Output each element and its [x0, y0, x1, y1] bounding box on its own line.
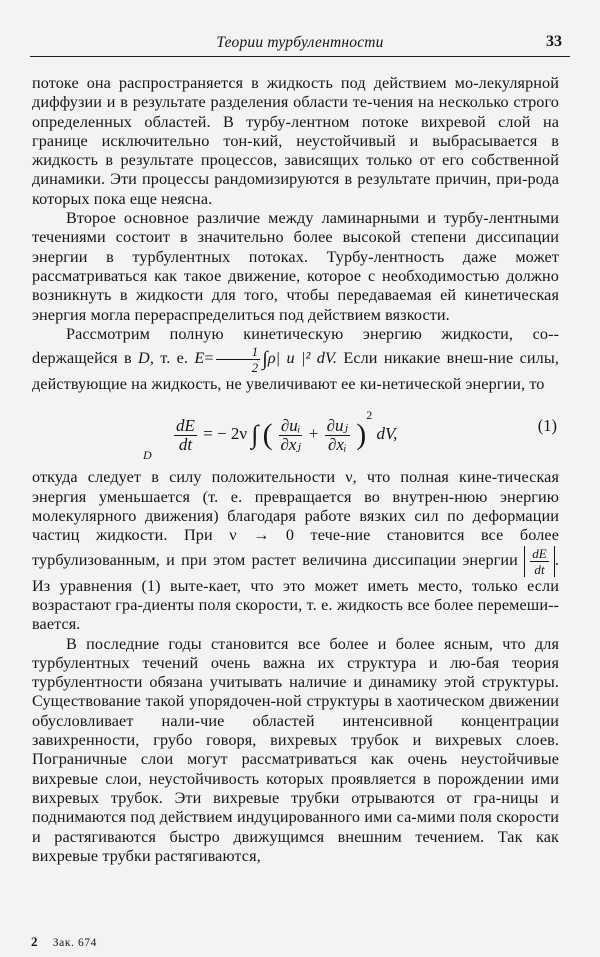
- equals-sign: =: [204, 349, 214, 368]
- term-1-numerator: ∂uᵢ: [280, 416, 301, 436]
- order-number: Зак. 674: [52, 937, 98, 949]
- abs-denominator: dt: [534, 561, 545, 577]
- lhs-fraction: [174, 417, 197, 454]
- term-1-fraction: [279, 417, 303, 454]
- term-2-numerator: ∂uⱼ: [326, 416, 348, 436]
- lhs-numerator: dE: [176, 416, 195, 436]
- equation-body: [172, 408, 397, 454]
- paragraph-4-text-b: . Из уравнения (1) выте-кает, что это может иметь место, только если возрастают гра-диенты поля скорости, т. е. жидкость все более перемеши-вается.: [32, 550, 559, 634]
- paragraph-5: В последние годы становится все более и более ясным, что для турбулентных течений очень важна их структура и лю-бая теория турбулентности обязана учитывать наличие и динамику этой структуры. Существование такой упорядочен-ной структуры в хаотическом движении обусловливает нали-чие областей интенсивной концентрации завихренности, грубо говоря, вихревых трубок и вихревых слоев. Пограничные слои могут рассматриваться как очень неустойчивые вихревые слои, неустойчивость которых проявляется в порождении ими вихревых трубок. Эти вихревые трубки отрываются от гра-ницы и поднимаются под действием индуцированного ими са-мими поля скорости и растягиваются быстро движущимся внешним течением. Так как вихревые трубки растягиваются,: [32, 634, 559, 865]
- lhs-denominator: dt: [178, 435, 193, 455]
- paragraph-3-text-c: Если никакие внеш-ние силы, действующие на жидкость, не увеличивают ее ки-нетической энергии, то: [32, 349, 559, 394]
- volume-element: dV,: [376, 424, 398, 444]
- paragraph-1: потоке она распространяется в жидкость под действием мо-лекулярной диффузии и в результате разделения области те-чения на несколько строго определенных областей. В турбу-лентном потоке вихревой слой на границе исключительно тон-кий, неустойчивый и выбрасывается в жидкость в результате процессов, зависящих только от его собственной динамики. Эти процессы рандомизируются в результате причин, при-рода которых пока еще неясна.: [32, 74, 559, 208]
- half-numerator: 1: [216, 344, 261, 360]
- power-2: 2: [366, 408, 373, 423]
- abs-fraction: [530, 546, 549, 577]
- paragraph-2: Второе основное различие между ламинарными и турбу-лентными течениями состоит в значительно более высокой степени диссипации энергии в турбулентных потоках. Турбу-лентность даже может рассматриваться как такое движение, которое с необходимостью должно возникнуть в жидкости для того, чтобы передаваемая ей кинетическая энергия могла перераспределиться под действием вязкости.: [32, 209, 559, 324]
- symbol-E: E: [194, 349, 205, 368]
- abs-numerator: dE: [532, 545, 547, 561]
- integral-sign: ∫: [251, 420, 259, 450]
- paragraph-3-text-a: Рассмотрим полную кинетическую энергию жидкости, со-dержащейся в: [32, 324, 559, 368]
- one-half-fraction: [216, 344, 261, 375]
- equation-1: [32, 400, 559, 464]
- running-title: Теории турбулентности: [216, 34, 384, 51]
- page-number: 33: [546, 33, 562, 50]
- paragraph-3-text-b: , т. е.: [149, 349, 189, 368]
- printer-footer: [31, 934, 97, 950]
- symbol-D: D: [138, 349, 150, 368]
- inline-integral-sign: ∫: [262, 348, 268, 370]
- paragraph-3: [32, 325, 559, 395]
- signature-mark: 2: [31, 934, 38, 949]
- equation-number: (1): [537, 416, 557, 436]
- open-paren: (: [262, 418, 273, 452]
- term-2-fraction: [325, 417, 350, 454]
- energy-integrand: ρ| u |² dV.: [267, 349, 338, 368]
- close-paren: ): [356, 418, 367, 452]
- abs-dE-dt: [524, 546, 555, 577]
- paragraph-4-text-a: откуда следует в силу положительности ν, что полная кине-тическая энергия уменьшается (т. е. превращается во внутрен-нюю энергию молекулярного движения) благодаря работе вязких сил по деформации частиц жидкости. При ν → 0 тече-ние становится все более турбулизованным, и при этом растет величина диссипации энергии: [32, 468, 559, 569]
- term-1-denominator: ∂xⱼ: [280, 435, 301, 455]
- page-body: [32, 74, 559, 866]
- integral-domain-D: D: [143, 448, 152, 463]
- paragraph-4: [32, 468, 559, 634]
- running-head: [30, 30, 570, 57]
- rhs-prefix: = − 2ν: [203, 424, 248, 444]
- term-2-denominator: ∂xᵢ: [327, 435, 347, 455]
- half-denominator: 2: [251, 360, 259, 376]
- plus-sign: +: [308, 424, 319, 444]
